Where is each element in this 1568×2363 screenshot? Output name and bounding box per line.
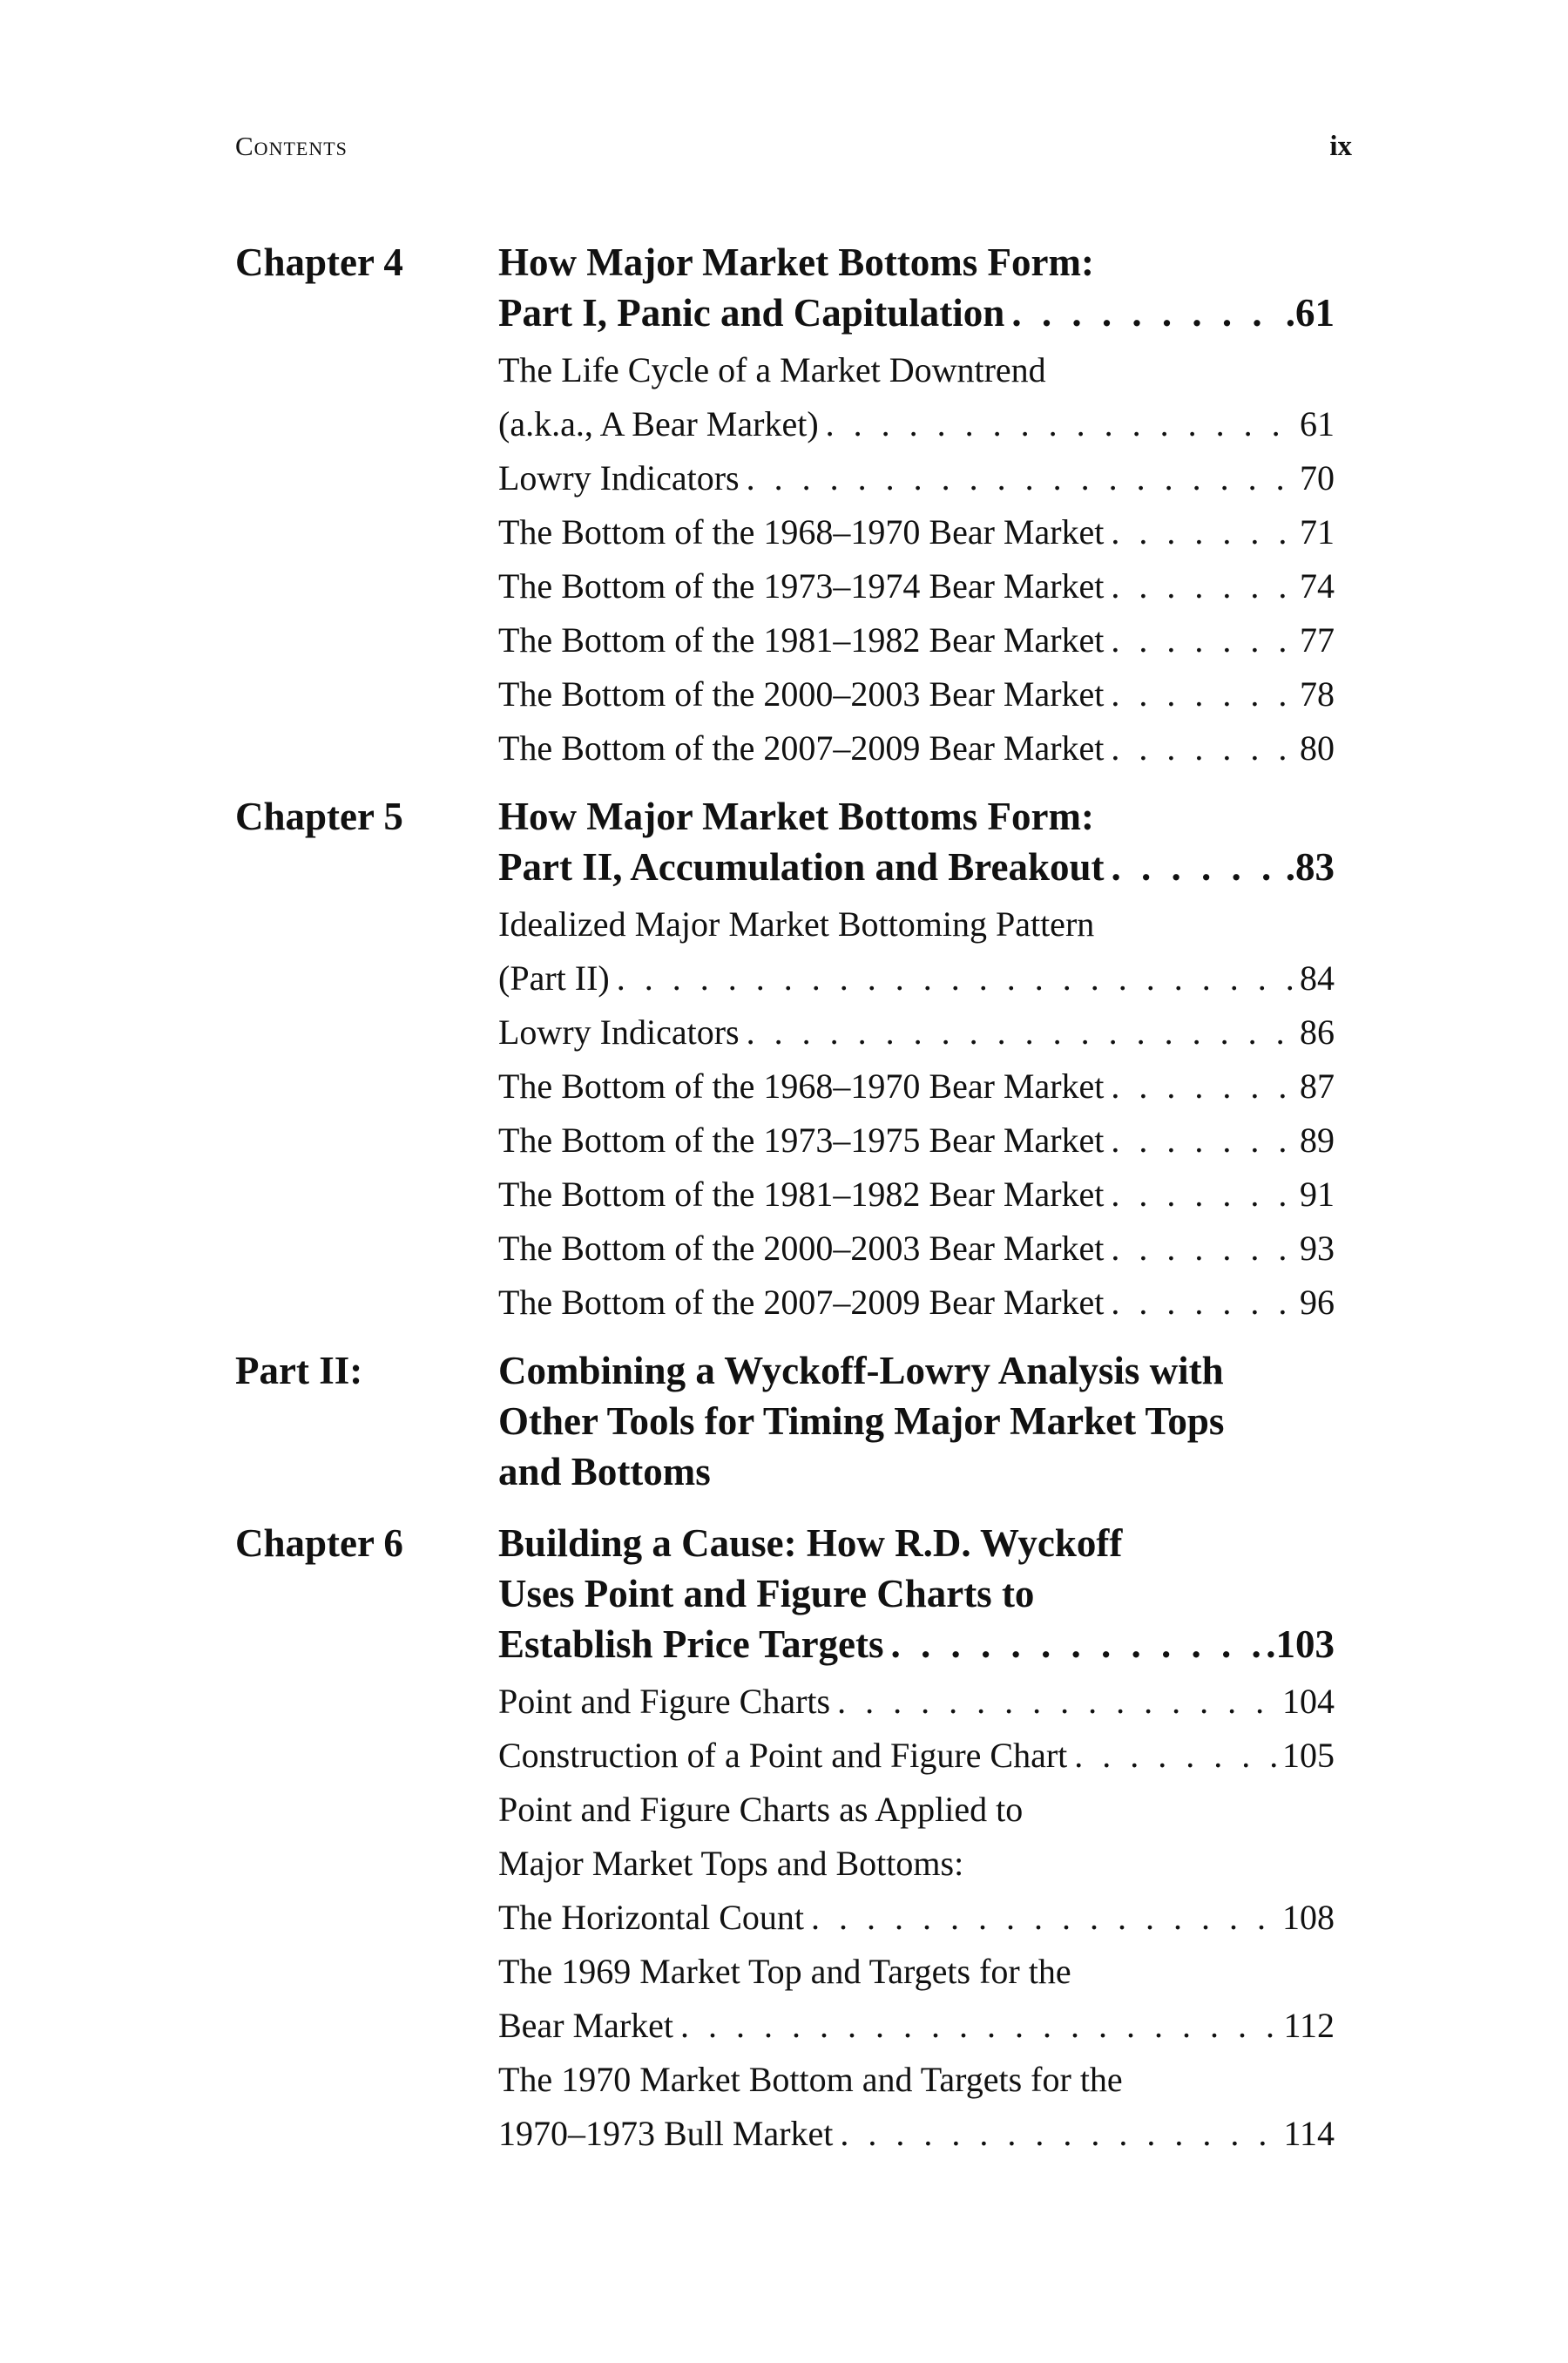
heading-line: [498, 842, 1335, 892]
dot-leader: [1111, 1276, 1294, 1330]
entry-line: [498, 1114, 1335, 1168]
section-label: Part II:: [235, 1349, 363, 1392]
dot-leader: [826, 397, 1294, 451]
leader-text: Lowry Indicators: [498, 458, 740, 498]
toc-entry: [498, 1060, 1335, 1114]
entry-line: [498, 1729, 1335, 1783]
dot-leader: [1111, 842, 1280, 892]
toc-entry: [498, 721, 1335, 775]
dot-leader: [1111, 559, 1294, 613]
section-heading: [498, 1345, 1335, 1497]
entry-line: [498, 1060, 1335, 1114]
page-ref: 80: [1300, 728, 1335, 768]
section-label: Chapter 5: [235, 795, 403, 838]
page-ref: 74: [1300, 566, 1335, 606]
page-ref: .83: [1285, 845, 1335, 889]
page-ref: 114: [1283, 2114, 1335, 2153]
entry-line: [498, 1675, 1335, 1729]
dot-leader: [1111, 721, 1294, 775]
page-ref: 78: [1300, 674, 1335, 714]
leader-text: Part II, Accumulation and Breakout: [498, 845, 1105, 889]
page-ref: 104: [1282, 1682, 1335, 1721]
dot-leader: [1011, 288, 1280, 338]
page-ref: 86: [1300, 1012, 1335, 1052]
leader-text: The Bottom of the 1973–1975 Bear Market: [498, 1121, 1105, 1160]
running-head: [235, 131, 1368, 174]
page-ref: 91: [1300, 1175, 1335, 1214]
toc-entry: [498, 1114, 1335, 1168]
leader-text: Part I, Panic and Capitulation: [498, 291, 1005, 335]
entry-line: [498, 1005, 1335, 1060]
toc-entry: [498, 1168, 1335, 1222]
page-ref: .61: [1285, 291, 1335, 335]
entry-line: [498, 613, 1335, 667]
entry-line: [498, 559, 1335, 613]
page-ref: 70: [1300, 458, 1335, 498]
toc-entry: [498, 1729, 1335, 1783]
page-ref: 89: [1300, 1121, 1335, 1160]
entry-line: [498, 397, 1335, 451]
toc-entry: [498, 1675, 1335, 1729]
section-label: Chapter 6: [235, 1521, 403, 1565]
dot-leader: [1111, 1060, 1294, 1114]
heading-line: [498, 1619, 1335, 1669]
section-body: [498, 791, 1335, 1330]
toc-section: [235, 1518, 1368, 2161]
dot-leader: [891, 1619, 1261, 1669]
section-body: [498, 1345, 1335, 1502]
leader-text: The Bottom of the 1981–1982 Bear Market: [498, 620, 1105, 660]
page-ref: 61: [1300, 404, 1335, 443]
toc-section: [235, 1345, 1368, 1502]
dot-leader: [1111, 1222, 1294, 1276]
toc-entry: [498, 505, 1335, 559]
toc-entry: [498, 613, 1335, 667]
heading-line: [498, 288, 1335, 338]
toc-entry: [498, 559, 1335, 613]
heading-line: Building a Cause: How R.D. Wyckoff: [498, 1521, 1123, 1565]
leader-text: The Bottom of the 1968–1970 Bear Market: [498, 512, 1105, 552]
dot-leader: [680, 1999, 1278, 2053]
heading-line: How Major Market Bottoms Form:: [498, 240, 1094, 284]
dot-leader: [1074, 1729, 1277, 1783]
section-label: Chapter 4: [235, 240, 403, 284]
dot-leader: [1111, 1114, 1294, 1168]
toc-entry: [498, 897, 1335, 1005]
heading-line: How Major Market Bottoms Form:: [498, 795, 1094, 838]
leader-text: The Bottom of the 2000–2003 Bear Market: [498, 674, 1105, 714]
leader-text: Point and Figure Charts: [498, 1682, 831, 1721]
section-body: [498, 237, 1335, 775]
leader-text: Construction of a Point and Figure Chart: [498, 1736, 1068, 1775]
page-number: ix: [1329, 131, 1352, 162]
leader-text: (a.k.a., A Bear Market): [498, 404, 819, 443]
dot-leader: [1111, 613, 1294, 667]
page-ref: 77: [1300, 620, 1335, 660]
entry-line: [498, 1276, 1335, 1330]
entry-line: [498, 667, 1335, 721]
toc-entry: [498, 1222, 1335, 1276]
dot-leader: [747, 1005, 1294, 1060]
entry-line: [498, 451, 1335, 505]
leader-text: Bear Market: [498, 2006, 674, 2045]
entry-line: [498, 1168, 1335, 1222]
leader-text: Lowry Indicators: [498, 1012, 740, 1052]
leader-text: The Bottom of the 2000–2003 Bear Market: [498, 1229, 1105, 1268]
page-ref: 105: [1282, 1736, 1335, 1775]
toc-entry: [498, 343, 1335, 451]
heading-line: Uses Point and Figure Charts to: [498, 1572, 1035, 1615]
page-ref: .103: [1266, 1622, 1335, 1666]
page-ref: 96: [1300, 1283, 1335, 1322]
section-body: [498, 1518, 1335, 2161]
entry-line: [498, 1999, 1335, 2053]
section-heading: [498, 237, 1335, 338]
toc-entry: [498, 1783, 1335, 1945]
leader-text: The Bottom of the 1981–1982 Bear Market: [498, 1175, 1105, 1214]
entry-line: Major Market Tops and Bottoms:: [498, 1844, 964, 1883]
page-ref: 87: [1300, 1066, 1335, 1106]
leader-text: The Bottom of the 2007–2009 Bear Market: [498, 728, 1105, 768]
entry-line: [498, 1891, 1335, 1945]
toc-section: [235, 237, 1368, 775]
page-ref: 108: [1282, 1898, 1335, 1937]
leader-text: The Bottom of the 1973–1974 Bear Market: [498, 566, 1105, 606]
page-ref: 84: [1300, 958, 1335, 998]
section-heading: [498, 1518, 1335, 1669]
leader-text: (Part II): [498, 958, 610, 998]
entry-line: The Life Cycle of a Market Downtrend: [498, 350, 1046, 389]
toc-entry: [498, 1005, 1335, 1060]
leader-text: The Bottom of the 2007–2009 Bear Market: [498, 1283, 1105, 1322]
entry-line: [498, 721, 1335, 775]
toc-entry: [498, 1945, 1335, 2053]
dot-leader: [837, 1675, 1277, 1729]
entry-line: [498, 505, 1335, 559]
dot-leader: [617, 951, 1294, 1005]
dot-leader: [840, 2107, 1278, 2161]
dot-leader: [811, 1891, 1277, 1945]
page-ref: 93: [1300, 1229, 1335, 1268]
toc-entry: [498, 451, 1335, 505]
entry-line: [498, 2107, 1335, 2161]
dot-leader: [747, 451, 1294, 505]
toc-entry: [498, 1276, 1335, 1330]
leader-text: The Horizontal Count: [498, 1898, 805, 1937]
leader-text: Establish Price Targets: [498, 1622, 884, 1666]
entry-line: Point and Figure Charts as Applied to: [498, 1790, 1024, 1829]
entry-line: The 1969 Market Top and Targets for the: [498, 1952, 1071, 1991]
running-head-title: Contents: [235, 131, 348, 161]
page-ref: 112: [1283, 2006, 1335, 2045]
leader-text: 1970–1973 Bull Market: [498, 2114, 834, 2153]
entry-line: The 1970 Market Bottom and Targets for the: [498, 2060, 1123, 2099]
table-of-contents: [235, 237, 1368, 2177]
toc-entry: [498, 667, 1335, 721]
entry-line: Idealized Major Market Bottoming Pattern: [498, 904, 1095, 944]
heading-line: Combining a Wyckoff-Lowry Analysis with: [498, 1349, 1224, 1392]
heading-line: Other Tools for Timing Major Market Tops: [498, 1399, 1225, 1443]
entry-line: [498, 1222, 1335, 1276]
entry-line: [498, 951, 1335, 1005]
dot-leader: [1111, 1168, 1294, 1222]
dot-leader: [1111, 505, 1294, 559]
leader-text: The Bottom of the 1968–1970 Bear Market: [498, 1066, 1105, 1106]
section-heading: [498, 791, 1335, 892]
page-ref: 71: [1300, 512, 1335, 552]
toc-section: [235, 791, 1368, 1330]
dot-leader: [1111, 667, 1294, 721]
heading-line: and Bottoms: [498, 1450, 711, 1493]
toc-entry: [498, 2053, 1335, 2161]
